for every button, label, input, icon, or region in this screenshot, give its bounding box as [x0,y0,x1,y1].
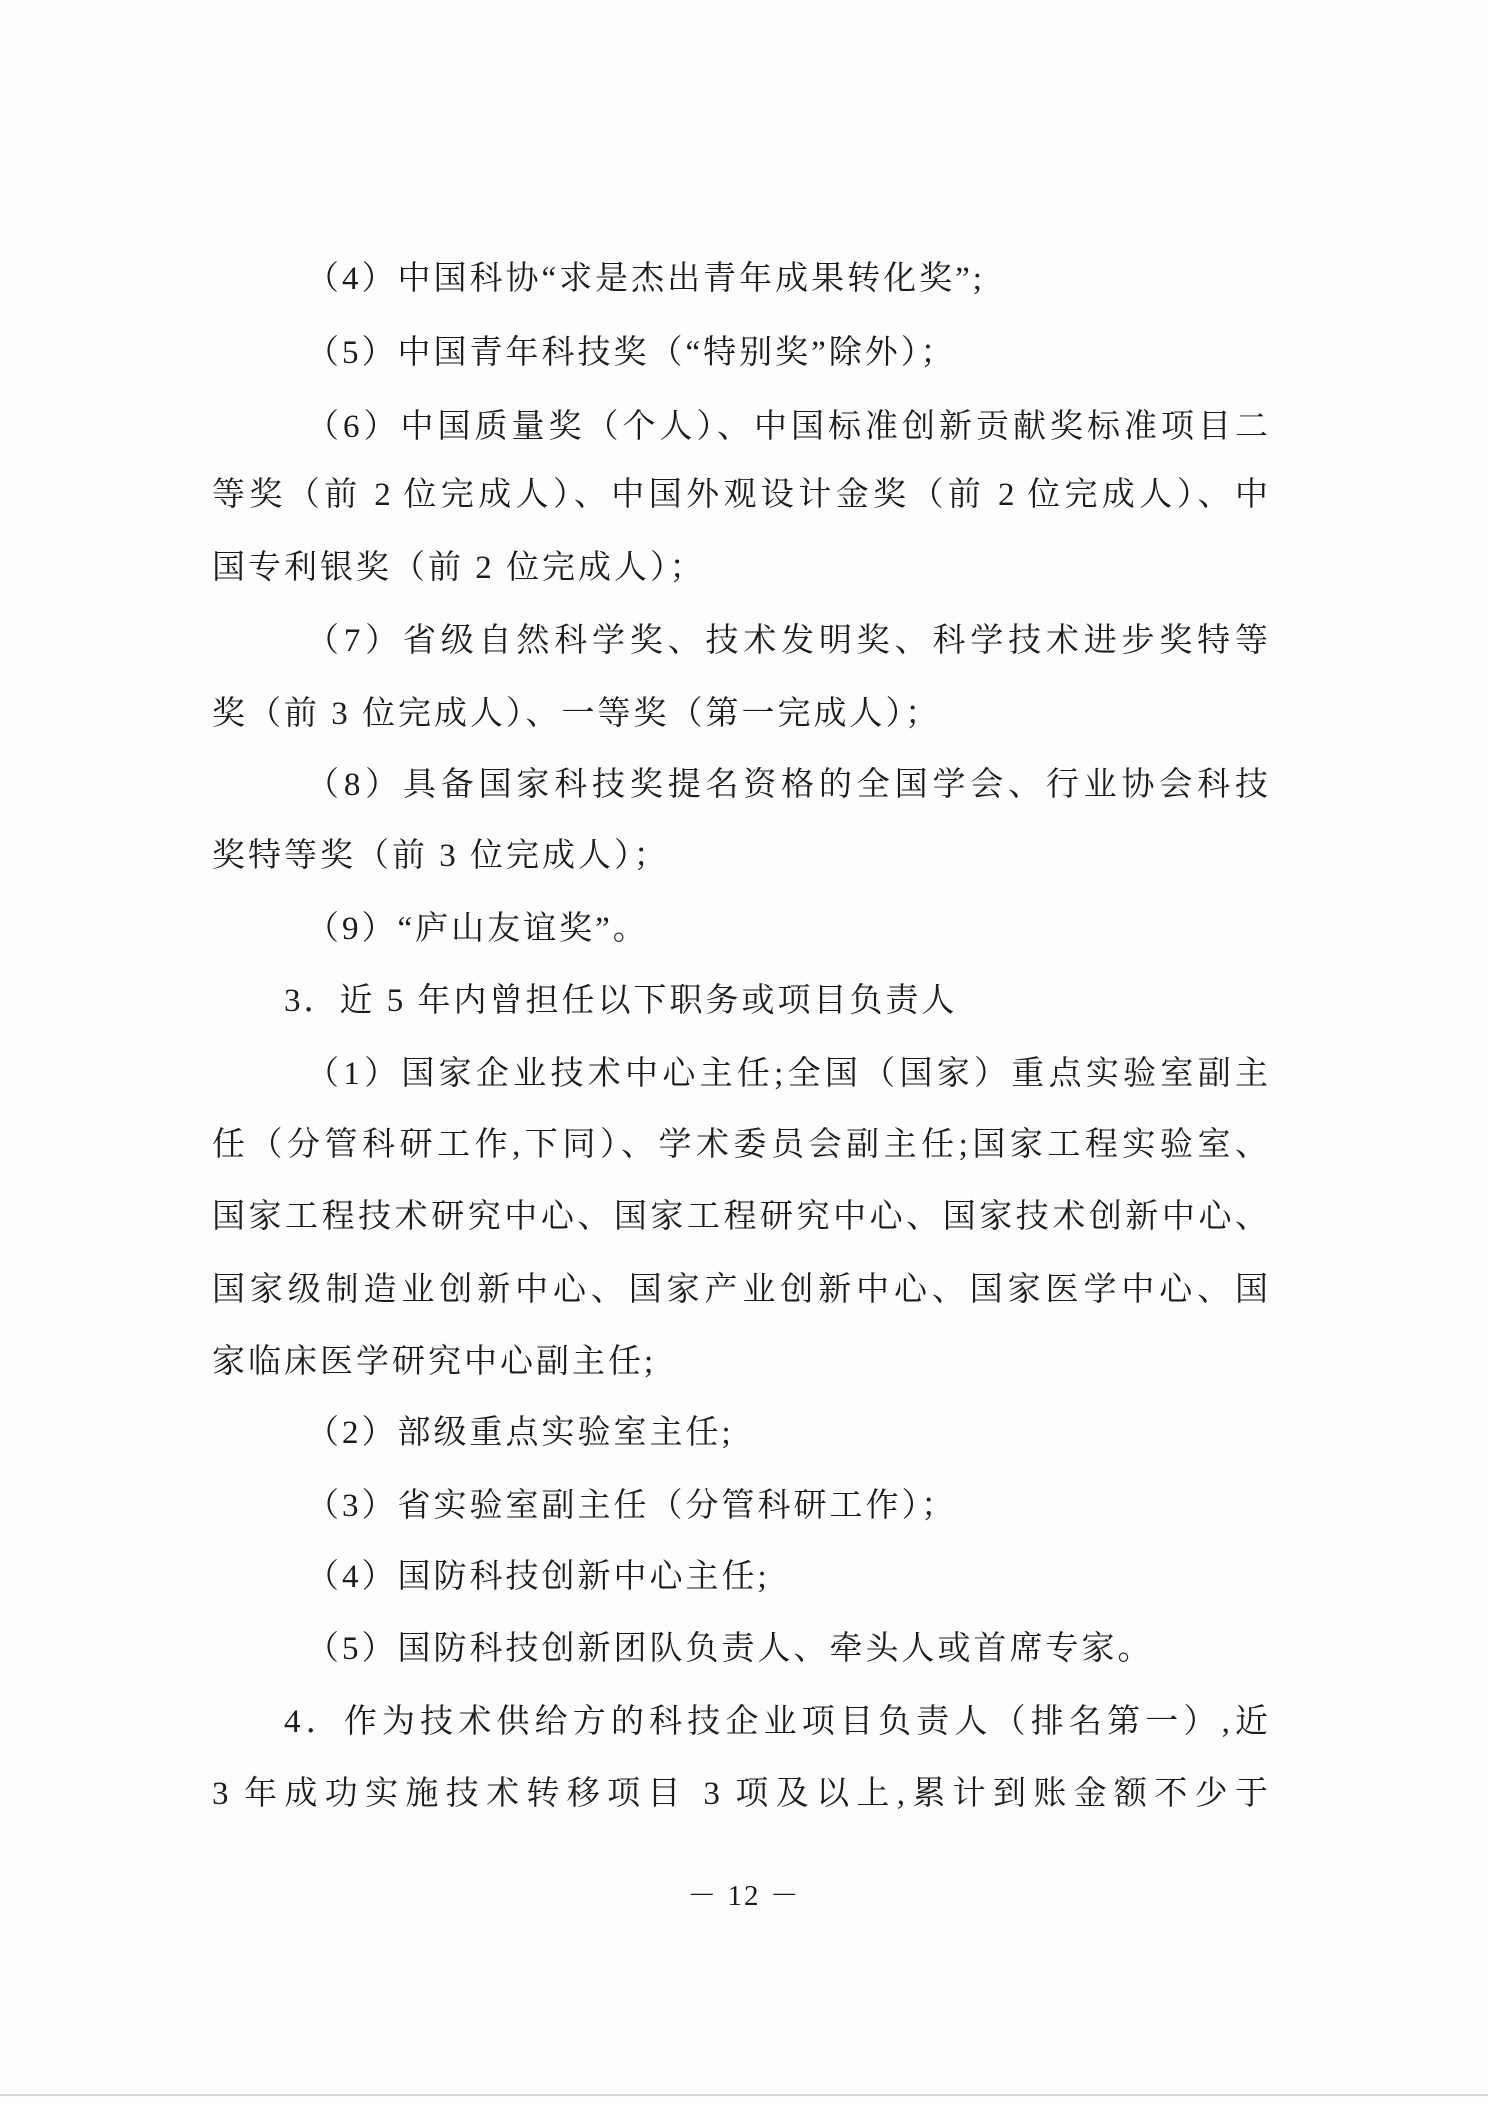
position-item-1-line-5: 家临床医学研究中心副主任; [212,1344,657,1380]
award-item-5-line: （5）中国青年科技奖（“特别奖”除外）； [306,335,957,371]
position-item-1-line-4: 国家级制造业创新中心、国家产业创新中心、国家医学中心、国 [212,1272,1268,1308]
award-item-6-line-2: 等奖（前 2 位完成人）、中国外观设计金奖（前 2 位完成人）、中 [212,477,1268,513]
section-4-line-2: 3 年成功实施技术转移项目 3 项及以上,累计到账金额不少于 [212,1776,1268,1812]
award-item-8-line-2: 奖特等奖（前 3 位完成人）； [212,838,670,874]
award-item-8-line-1: （8）具备国家科技奖提名资格的全国学会、行业协会科技 [306,767,1268,803]
position-item-4-line: （4）国防科技创新中心主任; [306,1559,770,1595]
award-item-4-line: （4）中国科协“求是杰出青年成果转化奖”; [306,261,985,297]
page-number: － 12 － [687,1880,801,1912]
award-item-9-line: （9）“庐山友谊奖”。 [306,911,649,947]
award-item-7-line-2: 奖（前 3 位完成人）、一等奖（第一完成人）； [212,696,941,732]
position-item-1-line-2: 任（分管科研工作,下同）、学术委员会副主任;国家工程实验室、 [212,1127,1268,1163]
award-item-7-line-1: （7）省级自然科学奖、技术发明奖、科学技术进步奖特等 [306,623,1268,659]
section-3-heading: 3．近 5 年内曾担任以下职务或项目负责人 [284,983,958,1019]
award-item-6-line-1: （6）中国质量奖（个人）、中国标准创新贡献奖标准项目二 [306,409,1268,445]
position-item-2-line: （2）部级重点实验室主任; [306,1415,734,1451]
position-item-1-line-1: （1）国家企业技术中心主任;全国（国家）重点实验室副主 [306,1056,1268,1092]
scan-edge-divider [0,2094,1488,2096]
award-item-6-line-3: 国专利银奖（前 2 位完成人）； [212,550,706,586]
position-item-5-line: （5）国防科技创新团队负责人、牵头人或首席专家。 [306,1631,1154,1667]
section-4-line-1: 4．作为技术供给方的科技企业项目负责人（排名第一）,近 [284,1704,1268,1740]
position-item-1-line-3: 国家工程技术研究中心、国家工程研究中心、国家技术创新中心、 [212,1199,1268,1235]
position-item-3-line: （3）省实验室副主任（分管科研工作）； [306,1488,957,1524]
